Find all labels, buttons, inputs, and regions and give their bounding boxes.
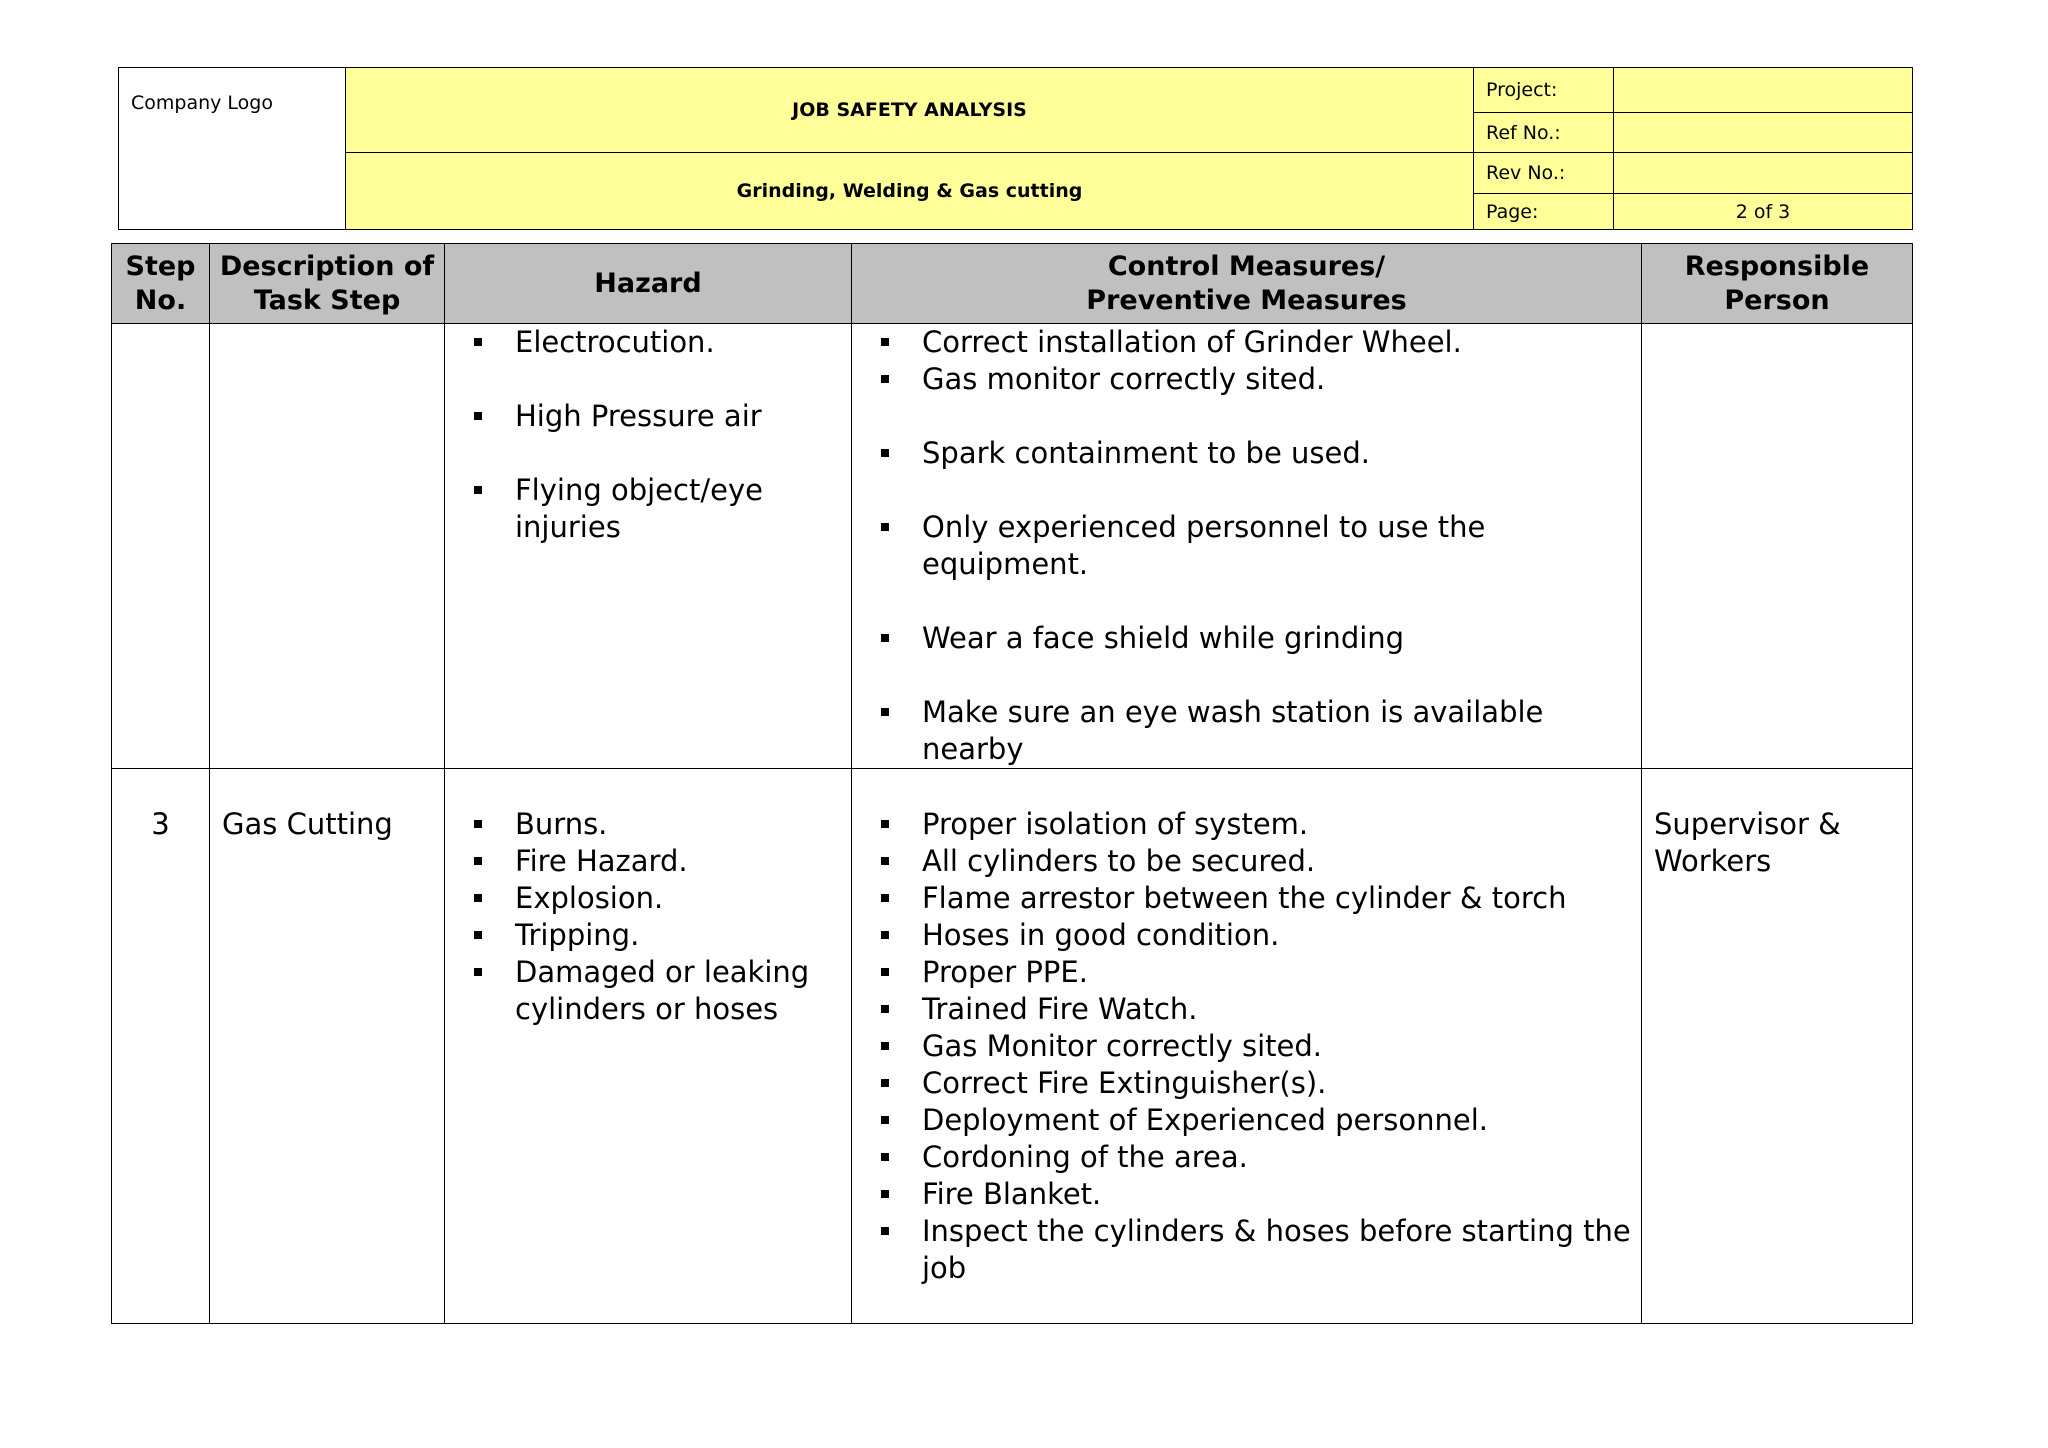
control-item: Flame arrestor between the cylinder & torch (852, 880, 1641, 917)
col-hazard: Hazard (445, 244, 852, 324)
col-step-no: Step No. (112, 244, 210, 324)
project-value (1614, 68, 1913, 113)
control-item: Spark containment to be used. (852, 435, 1641, 472)
control-item: Make sure an eye wash station is available nearby (852, 694, 1641, 768)
hazard-item: Flying object/eye injuries (445, 472, 851, 546)
hazard-item: Electrocution. (445, 324, 851, 361)
responsible-person: Supervisor & Workers (1642, 769, 1913, 1324)
hazard-item: Burns. (445, 806, 851, 843)
jsa-table (111, 243, 1913, 1324)
document-header (118, 67, 1913, 230)
control-item: Correct Fire Extinguisher(s). (852, 1065, 1641, 1102)
rev-no-label: Rev No.: (1474, 153, 1614, 194)
hazard-item: Tripping. (445, 917, 851, 954)
ref-no-label: Ref No.: (1474, 113, 1614, 153)
control-item: Cordoning of the area. (852, 1139, 1641, 1176)
control-item: Proper PPE. (852, 954, 1641, 991)
document-title: JOB SAFETY ANALYSIS (346, 68, 1474, 153)
control-item: Wear a face shield while grinding (852, 620, 1641, 657)
control-list (852, 324, 1641, 768)
control-item: Gas monitor correctly sited. (852, 361, 1641, 398)
hazard-item: Fire Hazard. (445, 843, 851, 880)
control-item: Gas Monitor correctly sited. (852, 1028, 1641, 1065)
col-description: Description of Task Step (210, 244, 445, 324)
control-item: Fire Blanket. (852, 1176, 1641, 1213)
control-item: Deployment of Experienced personnel. (852, 1102, 1641, 1139)
hazard-list (445, 324, 851, 546)
document-subtitle: Grinding, Welding & Gas cutting (346, 153, 1474, 230)
responsible-person (1642, 324, 1913, 769)
control-list (852, 806, 1641, 1287)
hazard-item: Damaged or leaking cylinders or hoses (445, 954, 851, 1028)
column-header-row (112, 244, 1913, 324)
step-number (112, 324, 210, 769)
control-item: Correct installation of Grinder Wheel. (852, 324, 1641, 361)
control-cell (852, 769, 1642, 1324)
company-logo: Company Logo (119, 68, 346, 230)
task-description (210, 324, 445, 769)
project-label: Project: (1474, 68, 1614, 113)
control-item: Hoses in good condition. (852, 917, 1641, 954)
hazard-cell (445, 769, 852, 1324)
hazard-cell (445, 324, 852, 769)
ref-no-value (1614, 113, 1913, 153)
hazard-item: Explosion. (445, 880, 851, 917)
control-item: Inspect the cylinders & hoses before starting the job (852, 1213, 1641, 1287)
control-item: All cylinders to be secured. (852, 843, 1641, 880)
page-value: 2 of 3 (1614, 194, 1913, 230)
control-item: Trained Fire Watch. (852, 991, 1641, 1028)
hazard-item: High Pressure air (445, 398, 851, 435)
step-number: 3 (112, 769, 210, 1324)
col-control-measures: Control Measures/ Preventive Measures (852, 244, 1642, 324)
rev-no-value (1614, 153, 1913, 194)
table-row (112, 324, 1913, 769)
control-item: Proper isolation of system. (852, 806, 1641, 843)
hazard-list (445, 806, 851, 1028)
table-row (112, 769, 1913, 1324)
col-responsible-person: Responsible Person (1642, 244, 1913, 324)
task-description: Gas Cutting (210, 769, 445, 1324)
control-item: Only experienced personnel to use the equipment. (852, 509, 1641, 583)
page-label: Page: (1474, 194, 1614, 230)
control-cell (852, 324, 1642, 769)
